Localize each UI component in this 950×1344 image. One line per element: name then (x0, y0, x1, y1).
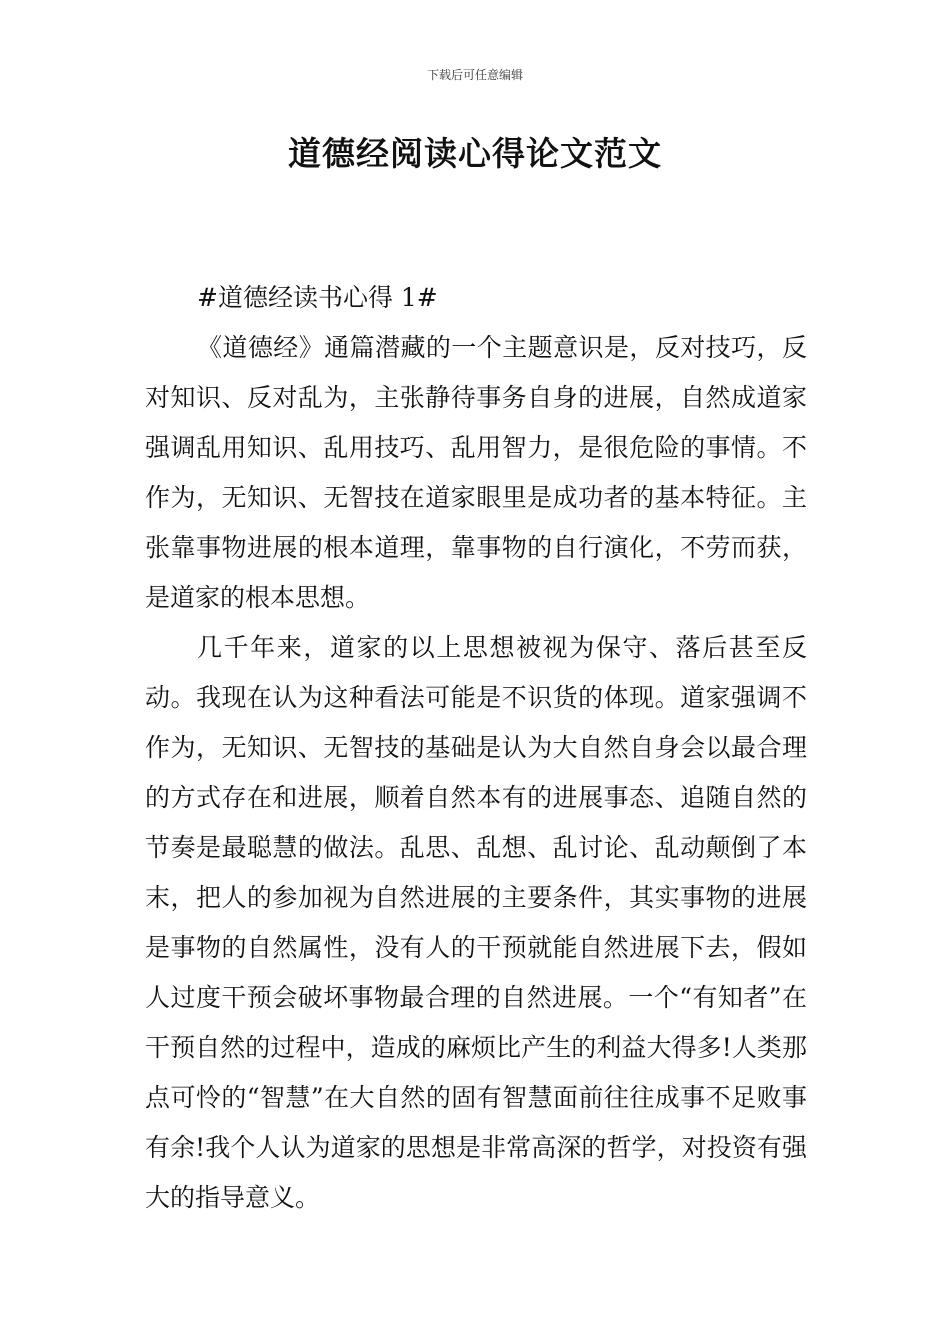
document-body (145, 281, 807, 1223)
paragraph-1: 《道德经》通篇潜藏的一个主题意识是，反对技巧，反对知识、反对乱为，主张静待事务自身的进展，自然成道家强调乱用知识、乱用技巧、乱用智力，是很危险的事情。不作为，无知识、无智技在道家眼里是成功者的基本特征。主张靠事物进展的根本道理，靠事物的自行演化，不劳而获，是道家的根本思想。 (145, 333, 807, 612)
paragraph-2: 几千年来，道家的以上思想被视为保守、落后甚至反动。我现在认为这种看法可能是不识货的体现。道家强调不作为，无知识、无智技的基础是认为大自然自身会以最合理的方式存在和进展，顺着自然本有的进展事态、追随自然的节奏是最聪慧的做法。乱思、乱想、乱讨论、乱动颠倒了本末，把人的参加视为自然进展的主要条件，其实事物的进展是事物的自然属性，没有人的干预就能自然进展下去，假如人过度干预会破坏事物最合理的自然进展。一个“有知者”在干预自然的过程中，造成的麻烦比产生的利益大得多!人类那点可怜的“智慧”在大自然的固有智慧面前往往成事不足败事有余!我个人认为道家的思想是非常高深的哲学，对投资有强大的指导意义。 (145, 633, 807, 1212)
header-note: 下载后可任意编辑 (426, 68, 523, 82)
document-title: 道德经阅读心得论文范文 (288, 134, 662, 173)
section-subheading: #道德经读书心得 1# (197, 283, 438, 312)
